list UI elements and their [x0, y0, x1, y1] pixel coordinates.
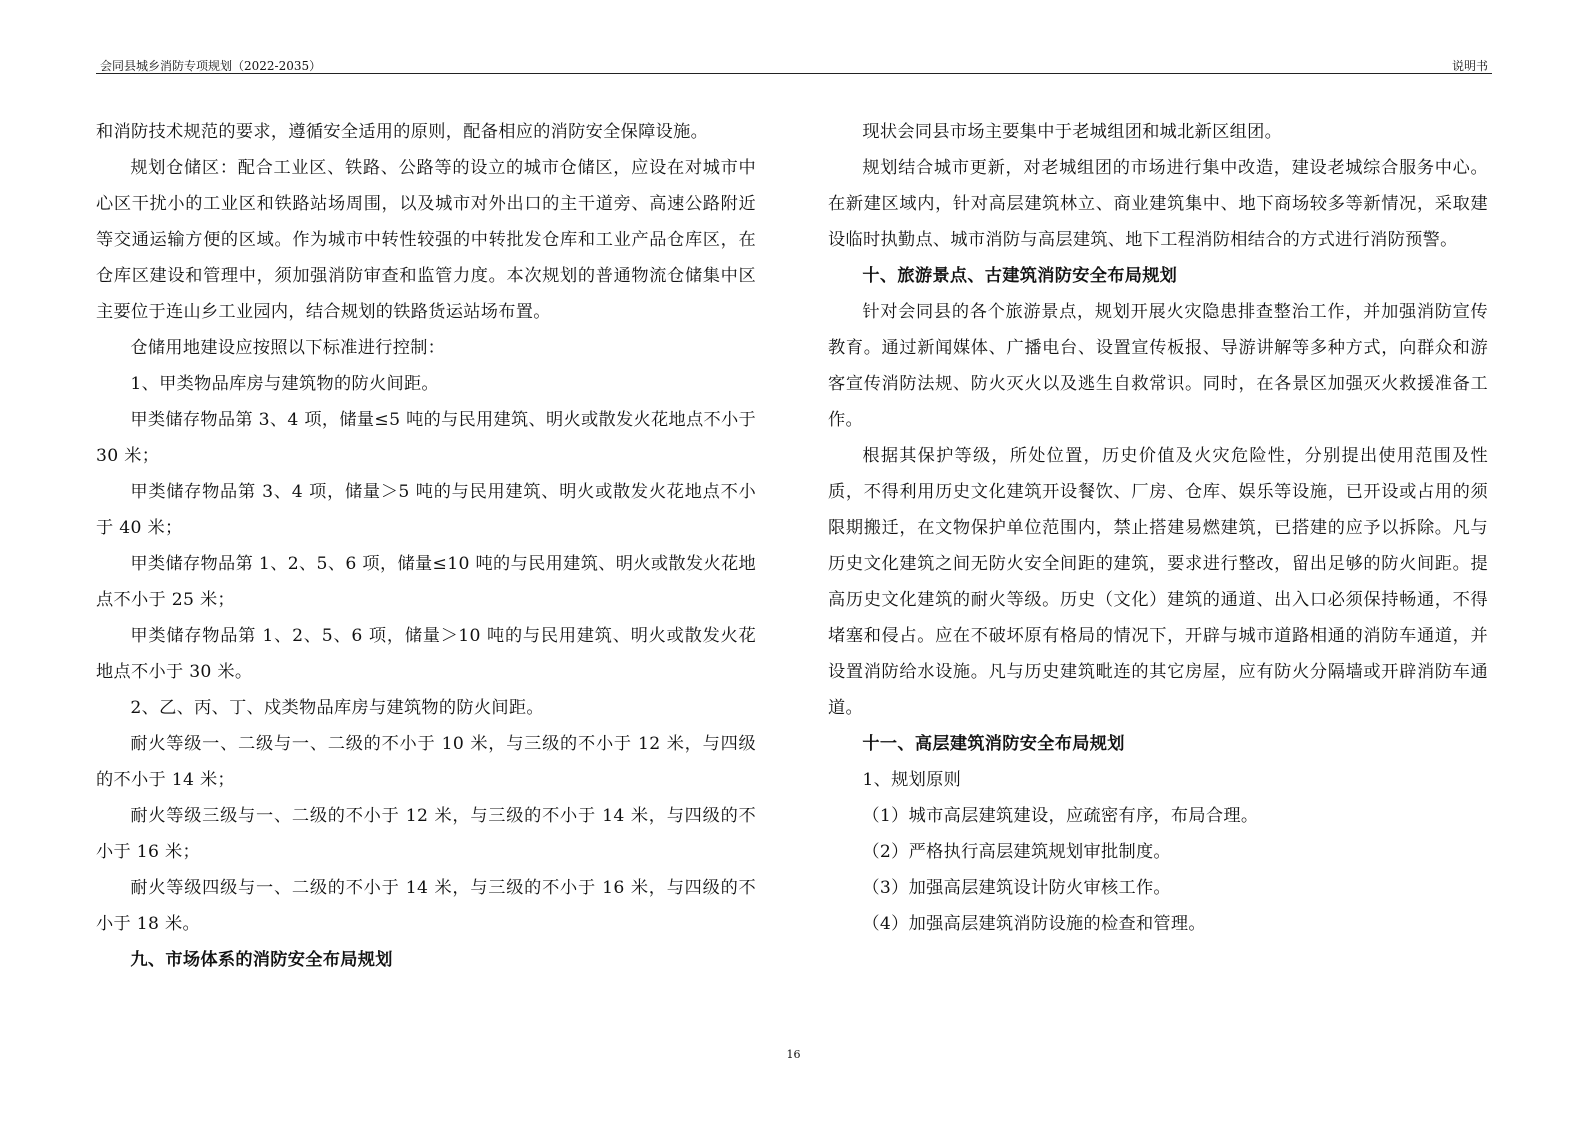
section-heading: 九、市场体系的消防安全布局规划 [130, 950, 393, 970]
paragraph: 和消防技术规范的要求，遵循安全适用的原则，配备相应的消防安全保障设施。 [96, 122, 709, 142]
paragraph: 现状会同县市场主要集中于老城组团和城北新区组团。 [862, 122, 1283, 142]
document-type: 说明书 [1451, 59, 1488, 73]
paragraph: 甲类储存物品第 3、4 项，储量＞5 吨的与民用建筑、明火或散发火花地点不小于 40 米； [96, 482, 756, 538]
paragraph: 甲类储存物品第 1、2、5、6 项，储量＞10 吨的与民用建筑、明火或散发火花地点不小于 30 米。 [96, 626, 756, 682]
paragraph: （1）城市高层建筑建设，应疏密有序，布局合理。 [862, 806, 1259, 826]
paragraph: （2）严格执行高层建筑规划审批制度。 [862, 842, 1171, 862]
paragraph: 仓储用地建设应按照以下标准进行控制： [130, 338, 446, 358]
section-heading: 十一、高层建筑消防安全布局规划 [862, 734, 1125, 754]
right-column [828, 114, 1488, 942]
page-number: 16 [786, 1048, 801, 1061]
paragraph: 耐火等级一、二级与一、二级的不小于 10 米，与三级的不小于 12 米，与四级的不小于 14 米； [96, 734, 756, 790]
paragraph: 1、甲类物品库房与建筑物的防火间距。 [130, 374, 439, 394]
paragraph: 规划结合城市更新，对老城组团的市场进行集中改造，建设老城综合服务中心。在新建区域内，针对高层建筑林立、商业建筑集中、地下商场较多等新情况，采取建设临时执勤点、城市消防与高层建筑、地下工程消防相结合的方式进行消防预警。 [828, 158, 1488, 250]
paragraph: （4）加强高层建筑消防设施的检查和管理。 [862, 914, 1206, 934]
document-title: 会同县城乡消防专项规划（2022-2035） [100, 59, 322, 73]
paragraph: 甲类储存物品第 3、4 项，储量≤5 吨的与民用建筑、明火或散发火花地点不小于 30 米； [96, 410, 756, 466]
left-column [96, 114, 756, 978]
paragraph: 甲类储存物品第 1、2、5、6 项，储量≤10 吨的与民用建筑、明火或散发火花地点不小于 25 米； [96, 554, 756, 610]
paragraph: （3）加强高层建筑设计防火审核工作。 [862, 878, 1171, 898]
paragraph: 2、乙、丙、丁、戍类物品库房与建筑物的防火间距。 [130, 698, 544, 718]
paragraph: 耐火等级四级与一、二级的不小于 14 米，与三级的不小于 16 米，与四级的不小于 18 米。 [96, 878, 756, 934]
page-header [96, 55, 1492, 75]
paragraph: 根据其保护等级，所处位置，历史价值及火灾危险性，分别提出使用范围及性质，不得利用历史文化建筑开设餐饮、厂房、仓库、娱乐等设施，已开设或占用的须限期搬迁，在文物保护单位范围内，禁止搭建易燃建筑，已搭建的应予以拆除。凡与历史文化建筑之间无防火安全间距的建筑，要求进行整改，留出足够的防火间距。提高历史文化建筑的耐火等级。历史（文化）建筑的通道、出入口必须保持畅通，不得堵塞和侵占。应在不破坏原有格局的情况下，开辟与城市道路相通的消防车通道，并设置消防给水设施。凡与历史建筑毗连的其它房屋，应有防火分隔墙或开辟消防车通道。 [828, 446, 1488, 718]
paragraph: 针对会同县的各个旅游景点，规划开展火灾隐患排查整治工作，并加强消防宣传教育。通过新闻媒体、广播电台、设置宣传板报、导游讲解等多种方式，向群众和游客宣传消防法规、防火灭火以及逃生自救常识。同时，在各景区加强灭火救援准备工作。 [828, 302, 1488, 430]
section-heading: 十、旅游景点、古建筑消防安全布局规划 [862, 266, 1178, 286]
paragraph: 1、规划原则 [862, 770, 962, 790]
header-divider [96, 73, 1492, 74]
paragraph: 规划仓储区：配合工业区、铁路、公路等的设立的城市仓储区，应设在对城市中心区干扰小的工业区和铁路站场周围，以及城市对外出口的主干道旁、高速公路附近等交通运输方便的区域。作为城市中转性较强的中转批发仓库和工业产品仓库区，在仓库区建设和管理中，须加强消防审查和监管力度。本次规划的普通物流仓储集中区主要位于连山乡工业园内，结合规划的铁路货运站场布置。 [96, 158, 756, 322]
paragraph: 耐火等级三级与一、二级的不小于 12 米，与三级的不小于 14 米，与四级的不小于 16 米； [96, 806, 756, 862]
